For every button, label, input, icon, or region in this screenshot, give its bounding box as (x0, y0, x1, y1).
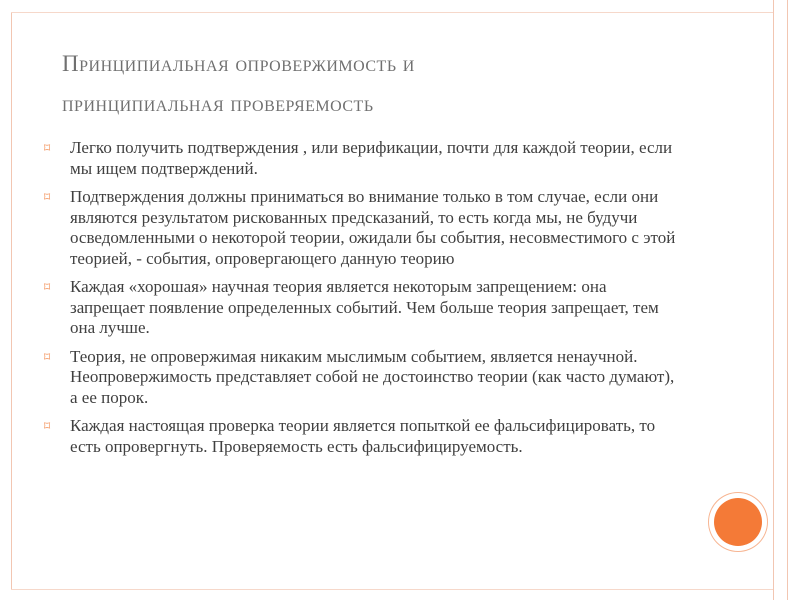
bullet-text: Легко получить подтверждения , или верификации, почти для каждой теории, если мы ищем подтверждений. (70, 138, 673, 178)
bullet-text: Теория, не опровержимая никаким мыслимым событием, является ненаучной. Неопровержимость представляет собой не достоинство теории (как часто думают), а ее порок. (70, 346, 675, 407)
frame-line-top (11, 12, 773, 13)
slide-title-line-1: Принципиальная опровержимость и (62, 51, 415, 76)
bullet-item-2 (44, 187, 684, 269)
slide-title-line-2: принципиальная проверяемость (62, 91, 374, 116)
bullet-list (44, 138, 684, 465)
bullet-item-1 (44, 138, 684, 179)
frame-line-right-outer (787, 0, 788, 600)
bullet-item-4 (44, 347, 684, 409)
slide-title (62, 44, 752, 124)
bullet-item-5 (44, 416, 684, 457)
bullet-item-3 (44, 277, 684, 339)
bullet-text: Каждая «хорошая» научная теория является некоторым запрещением: она запрещает появление определенных событий. Чем больше теория запрещает, тем она лучше. (70, 277, 659, 337)
bullet-text: Подтверждения должны приниматься во внимание только в том случае, если они являются результатом рискованных предсказаний, то есть когда мы, не будучи осведомленными о некоторой теории, ожидали бы события, несовместимого с этой теорией, - события, опровергающего данную теорию (70, 187, 676, 268)
frame-line-left (11, 12, 12, 590)
bullet-marker-icon: ⌑ (44, 349, 51, 364)
frame-line-right-inner (773, 0, 774, 600)
frame-line-bottom (11, 589, 773, 590)
decorative-circle (714, 498, 762, 546)
bullet-marker-icon: ⌑ (44, 280, 51, 294)
bullet-text: Каждая настоящая проверка теории является попыткой ее фальсифицировать, то есть опровергнуть. Проверяемость есть фальсифицируемость. (70, 416, 656, 456)
bullet-marker-icon: ⌑ (44, 190, 51, 204)
bullet-marker-icon: ⌑ (44, 141, 51, 155)
bullet-marker-icon: ⌑ (44, 419, 51, 433)
